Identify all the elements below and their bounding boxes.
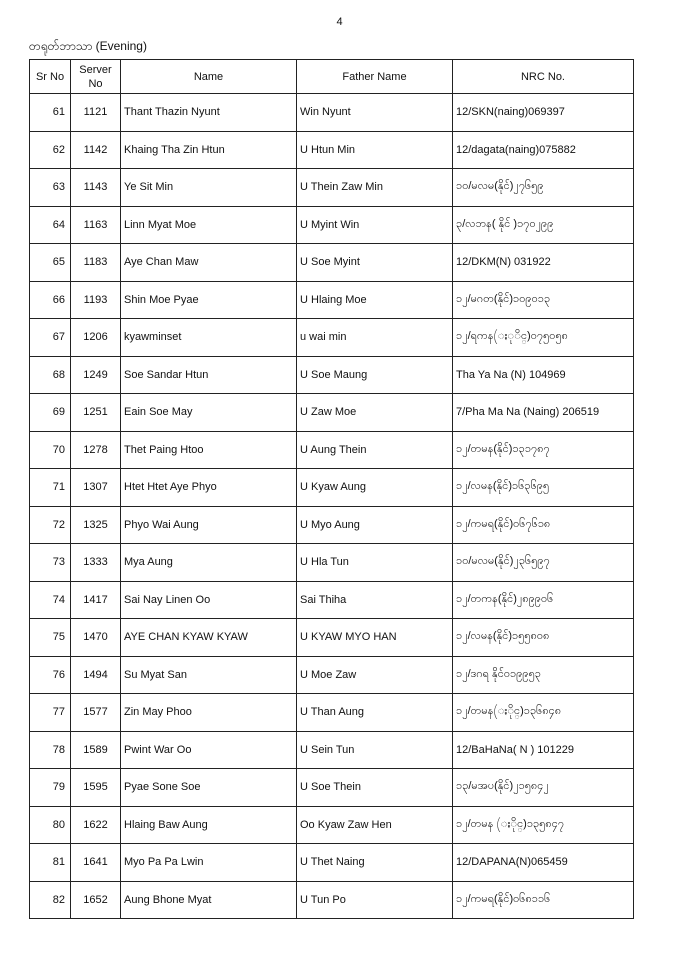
cell-father-name: U Hlaing Moe — [297, 281, 453, 319]
cell-father-name: U Soe Maung — [297, 356, 453, 394]
table-row — [30, 206, 634, 244]
cell-nrc: ၁၂/လမန(နိုင်)၁၆၃၆၉၅ — [453, 469, 634, 507]
cell-name: Thant Thazin Nyunt — [121, 94, 297, 132]
cell-father-name: U Kyaw Aung — [297, 469, 453, 507]
cell-sr-no: 74 — [30, 581, 71, 619]
cell-sr-no: 61 — [30, 94, 71, 132]
cell-nrc: ၁၂/တမန(နိုင်)၁၃၁၇၈၇ — [453, 431, 634, 469]
header-sr-no: Sr No — [30, 60, 71, 94]
cell-name: Thet Paing Htoo — [121, 431, 297, 469]
table-row — [30, 844, 634, 882]
cell-sr-no: 64 — [30, 206, 71, 244]
cell-server-no: 1325 — [71, 506, 121, 544]
cell-sr-no: 68 — [30, 356, 71, 394]
table-row — [30, 806, 634, 844]
table-row — [30, 356, 634, 394]
cell-nrc: ၁၂/မဂတ(နိုင်)၁၀၉၀၁၃ — [453, 281, 634, 319]
table-row — [30, 731, 634, 769]
cell-server-no: 1470 — [71, 619, 121, 657]
cell-sr-no: 67 — [30, 319, 71, 357]
cell-sr-no: 72 — [30, 506, 71, 544]
cell-server-no: 1278 — [71, 431, 121, 469]
cell-sr-no: 75 — [30, 619, 71, 657]
page-number: 4 — [336, 16, 343, 28]
cell-father-name: U Thein Zaw Min — [297, 169, 453, 207]
cell-father-name: U Myint Win — [297, 206, 453, 244]
cell-name: Myo Pa Pa Lwin — [121, 844, 297, 882]
cell-name: Linn Myat Moe — [121, 206, 297, 244]
cell-nrc: Tha Ya Na (N) 104969 — [453, 356, 634, 394]
cell-name: Pwint War Oo — [121, 731, 297, 769]
table-row — [30, 581, 634, 619]
cell-sr-no: 63 — [30, 169, 71, 207]
cell-nrc: ၁၂/တကန(နိုင်)၂၈၉၉၀၆ — [453, 581, 634, 619]
cell-name: Eain Soe May — [121, 394, 297, 432]
cell-name: kyawminset — [121, 319, 297, 357]
cell-father-name: U Myo Aung — [297, 506, 453, 544]
table-row — [30, 94, 634, 132]
cell-nrc: ၁၂/ရကန(ႏုိင္)၀၇၅၀၅၈ — [453, 319, 634, 357]
cell-nrc: 12/SKN(naing)069397 — [453, 94, 634, 132]
cell-name: AYE CHAN KYAW KYAW — [121, 619, 297, 657]
cell-father-name: Sai Thiha — [297, 581, 453, 619]
cell-name: Su Myat San — [121, 656, 297, 694]
cell-server-no: 1622 — [71, 806, 121, 844]
cell-sr-no: 76 — [30, 656, 71, 694]
cell-name: Aye Chan Maw — [121, 244, 297, 282]
cell-nrc: ၃/လဘန( နိုင် )၁၇၀၂၉၉ — [453, 206, 634, 244]
cell-father-name: Oo Kyaw Zaw Hen — [297, 806, 453, 844]
cell-sr-no: 79 — [30, 769, 71, 807]
cell-nrc: 12/DKM(N) 031922 — [453, 244, 634, 282]
table-row — [30, 244, 634, 282]
cell-sr-no: 62 — [30, 131, 71, 169]
cell-nrc: 12/DAPANA(N)065459 — [453, 844, 634, 882]
cell-nrc: 12/BaHaNa( N ) 101229 — [453, 731, 634, 769]
table-row — [30, 506, 634, 544]
header-nrc: NRC No. — [453, 60, 634, 94]
table-row — [30, 281, 634, 319]
table-row — [30, 131, 634, 169]
cell-sr-no: 66 — [30, 281, 71, 319]
table-row — [30, 544, 634, 582]
cell-name: Ye Sit Min — [121, 169, 297, 207]
cell-name: Phyo Wai Aung — [121, 506, 297, 544]
cell-name: Shin Moe Pyae — [121, 281, 297, 319]
cell-server-no: 1249 — [71, 356, 121, 394]
header-server-no — [71, 60, 121, 94]
student-roster-table — [29, 59, 634, 919]
cell-nrc: ၁၂/တမန(ႏိုင္)၁၃၆၈၄၈ — [453, 694, 634, 732]
cell-nrc: ၁၃/မအပ(နိုင်)၂၁၅၈၄၂ — [453, 769, 634, 807]
table-row — [30, 469, 634, 507]
table-body — [30, 94, 634, 919]
cell-father-name: U Soe Myint — [297, 244, 453, 282]
cell-server-no: 1163 — [71, 206, 121, 244]
cell-name: Mya Aung — [121, 544, 297, 582]
cell-father-name: U Than Aung — [297, 694, 453, 732]
table-header-row — [30, 60, 634, 94]
cell-server-no: 1333 — [71, 544, 121, 582]
cell-name: Aung Bhone Myat — [121, 881, 297, 919]
table-row — [30, 431, 634, 469]
cell-name: Khaing Tha Zin Htun — [121, 131, 297, 169]
cell-father-name: U Aung Thein — [297, 431, 453, 469]
cell-father-name: u wai min — [297, 319, 453, 357]
cell-father-name: U KYAW MYO HAN — [297, 619, 453, 657]
table-row — [30, 619, 634, 657]
cell-server-no: 1251 — [71, 394, 121, 432]
cell-nrc: ၁၂/ဒဂရ နိုင်၀၁၉၉၅၃ — [453, 656, 634, 694]
cell-server-no: 1577 — [71, 694, 121, 732]
cell-nrc: ၁၀/မလမ(နိုင်)၂၇၆၅၉ — [453, 169, 634, 207]
cell-father-name: U Soe Thein — [297, 769, 453, 807]
cell-sr-no: 81 — [30, 844, 71, 882]
cell-sr-no: 70 — [30, 431, 71, 469]
cell-father-name: U Thet Naing — [297, 844, 453, 882]
table-row — [30, 769, 634, 807]
table-row — [30, 881, 634, 919]
cell-sr-no: 80 — [30, 806, 71, 844]
cell-server-no: 1494 — [71, 656, 121, 694]
cell-nrc: ၁၂/လမန(နိုင်)၁၅၅၈၀၈ — [453, 619, 634, 657]
cell-sr-no: 73 — [30, 544, 71, 582]
cell-nrc: ၁၂/ကမရ(နိုင်)၀၆၇၆၁၈ — [453, 506, 634, 544]
table-row — [30, 394, 634, 432]
cell-name: Hlaing Baw Aung — [121, 806, 297, 844]
cell-server-no: 1641 — [71, 844, 121, 882]
cell-nrc: ၁၀/မလမ(နိုင်)၂၃၆၅၉၇ — [453, 544, 634, 582]
cell-name: Zin May Phoo — [121, 694, 297, 732]
cell-server-no: 1121 — [71, 94, 121, 132]
cell-nrc: ၁၂/တမန (ႏိုင္)၁၃၅၈၄၇ — [453, 806, 634, 844]
section-title: တရုတ်ဘာသာ (Evening) — [29, 39, 147, 53]
cell-nrc: ၁၂/ကမရ(နိုင်)၀၆၈၁၁၆ — [453, 881, 634, 919]
table-row — [30, 694, 634, 732]
cell-server-no: 1183 — [71, 244, 121, 282]
cell-father-name: Win Nyunt — [297, 94, 453, 132]
header-father-name: Father Name — [297, 60, 453, 94]
cell-server-no: 1142 — [71, 131, 121, 169]
cell-server-no: 1417 — [71, 581, 121, 619]
cell-nrc: 12/dagata(naing)075882 — [453, 131, 634, 169]
table-row — [30, 169, 634, 207]
cell-name: Htet Htet Aye Phyo — [121, 469, 297, 507]
cell-nrc: 7/Pha Ma Na (Naing) 206519 — [453, 394, 634, 432]
cell-father-name: U Hla Tun — [297, 544, 453, 582]
header-server-no-line2: No — [88, 77, 103, 90]
cell-sr-no: 82 — [30, 881, 71, 919]
cell-father-name: U Sein Tun — [297, 731, 453, 769]
cell-server-no: 1589 — [71, 731, 121, 769]
cell-name: Pyae Sone Soe — [121, 769, 297, 807]
cell-server-no: 1193 — [71, 281, 121, 319]
cell-server-no: 1206 — [71, 319, 121, 357]
cell-sr-no: 69 — [30, 394, 71, 432]
cell-father-name: U Htun Min — [297, 131, 453, 169]
cell-name: Soe Sandar Htun — [121, 356, 297, 394]
cell-server-no: 1652 — [71, 881, 121, 919]
cell-father-name: U Moe Zaw — [297, 656, 453, 694]
cell-father-name: U Tun Po — [297, 881, 453, 919]
cell-server-no: 1307 — [71, 469, 121, 507]
cell-name: Sai Nay Linen Oo — [121, 581, 297, 619]
cell-sr-no: 77 — [30, 694, 71, 732]
cell-father-name: U Zaw Moe — [297, 394, 453, 432]
table-row — [30, 319, 634, 357]
cell-sr-no: 71 — [30, 469, 71, 507]
cell-sr-no: 78 — [30, 731, 71, 769]
header-name: Name — [121, 60, 297, 94]
cell-server-no: 1595 — [71, 769, 121, 807]
table-row — [30, 656, 634, 694]
cell-sr-no: 65 — [30, 244, 71, 282]
cell-server-no: 1143 — [71, 169, 121, 207]
header-server-no-line1: Server — [79, 63, 112, 76]
